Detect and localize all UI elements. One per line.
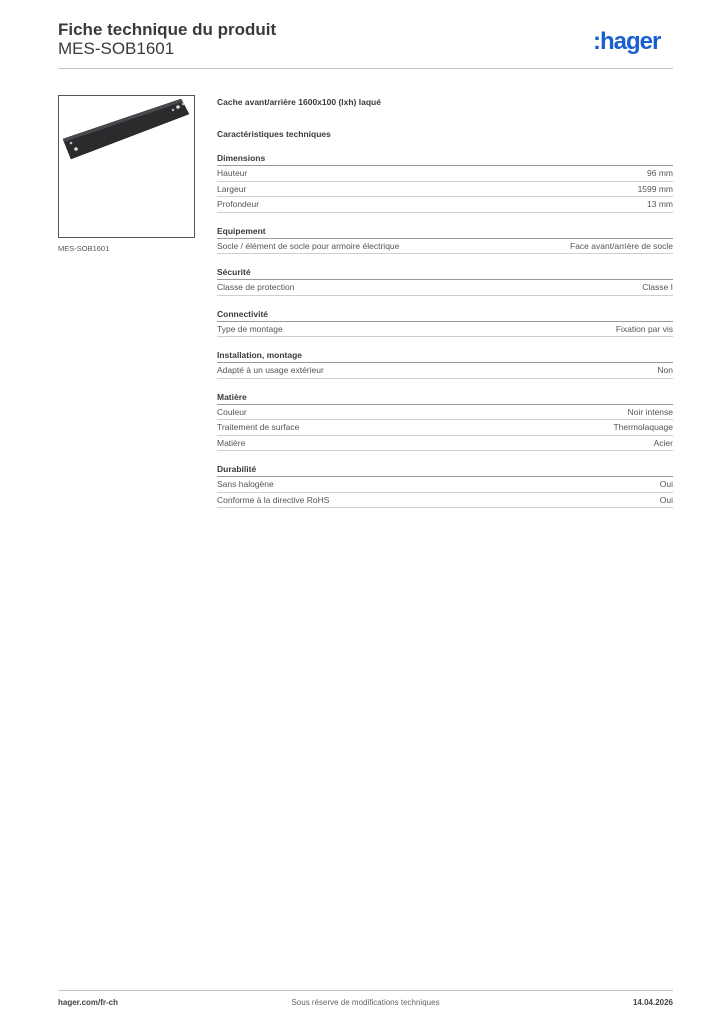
product-image	[58, 95, 195, 238]
section-title: Matière	[217, 391, 673, 405]
section-title: Dimensions	[217, 152, 673, 166]
section-connectivite	[217, 308, 673, 338]
spec-value: 13 mm	[647, 199, 673, 209]
spec-value: 1599 mm	[637, 183, 673, 194]
spec-row	[217, 405, 673, 421]
spec-row	[217, 322, 673, 338]
spec-value: Oui	[659, 479, 673, 489]
hager-logo	[593, 28, 673, 56]
spec-label: Adapté à un usage extérieur	[217, 365, 324, 375]
spec-value: Face avant/arrière de socle	[570, 240, 673, 251]
product-name: Cache avant/arrière 1600x100 (lxh) laqué	[217, 97, 381, 107]
spec-label: Classe de protection	[217, 282, 295, 292]
spec-label: Conforme à la directive RoHS	[217, 494, 330, 505]
spec-label: Traitement de surface	[217, 422, 300, 432]
spec-label: Matière	[217, 437, 246, 448]
section-installation	[217, 349, 673, 379]
section-dimensions	[217, 152, 673, 213]
spec-label: Socle / élément de socle pour armoire électrique	[217, 240, 400, 251]
logo-text: :hager	[593, 28, 661, 55]
footer-date: 14.04.2026	[632, 998, 673, 1007]
spec-value: Classe I	[642, 282, 673, 292]
page-title: Fiche technique du produit	[58, 20, 277, 39]
section-securite	[217, 266, 673, 296]
spec-row	[217, 239, 673, 255]
spec-value: Non	[657, 365, 673, 375]
spec-label: Sans halogène	[217, 479, 274, 489]
cover-plate-icon	[59, 96, 194, 237]
spec-value: Fixation par vis	[615, 323, 673, 334]
section-durabilite	[217, 463, 673, 508]
section-equipement	[217, 225, 673, 255]
spec-row	[217, 182, 673, 198]
section-title: Connectivité	[217, 308, 673, 322]
section-matiere	[217, 391, 673, 452]
spec-row	[217, 197, 673, 213]
spec-label: Profondeur	[217, 199, 260, 209]
spec-label: Couleur	[217, 406, 247, 417]
spec-label: Largeur	[217, 183, 247, 194]
spec-value: 96 mm	[647, 168, 673, 178]
spec-label: Hauteur	[217, 168, 248, 178]
spec-row	[217, 493, 673, 509]
spec-row	[217, 166, 673, 182]
spec-row	[217, 436, 673, 452]
spec-value: Thermolaquage	[613, 422, 673, 432]
section-title: Installation, montage	[217, 349, 673, 363]
product-code: MES-SOB1601	[58, 39, 175, 58]
section-title: Equipement	[217, 225, 673, 239]
spec-content	[217, 96, 673, 508]
footer-divider	[58, 990, 673, 991]
footer-website-link[interactable]: hager.com/fr-ch	[58, 998, 119, 1007]
spec-value: Acier	[653, 437, 673, 448]
spec-row	[217, 280, 673, 296]
section-title: Sécurité	[217, 266, 673, 280]
spec-value: Noir intense	[627, 406, 673, 417]
page-header	[58, 20, 673, 69]
spec-row	[217, 477, 673, 493]
spec-value: Oui	[659, 494, 673, 505]
image-caption: MES-SOB1601	[58, 244, 110, 253]
specs-heading: Caractéristiques techniques	[217, 129, 331, 139]
header-divider	[58, 68, 673, 69]
spec-row	[217, 363, 673, 379]
spec-label: Type de montage	[217, 323, 283, 334]
spec-row	[217, 420, 673, 436]
section-title: Durabilité	[217, 463, 673, 477]
footer-notice: Sous réserve de modifications techniques	[291, 998, 440, 1007]
